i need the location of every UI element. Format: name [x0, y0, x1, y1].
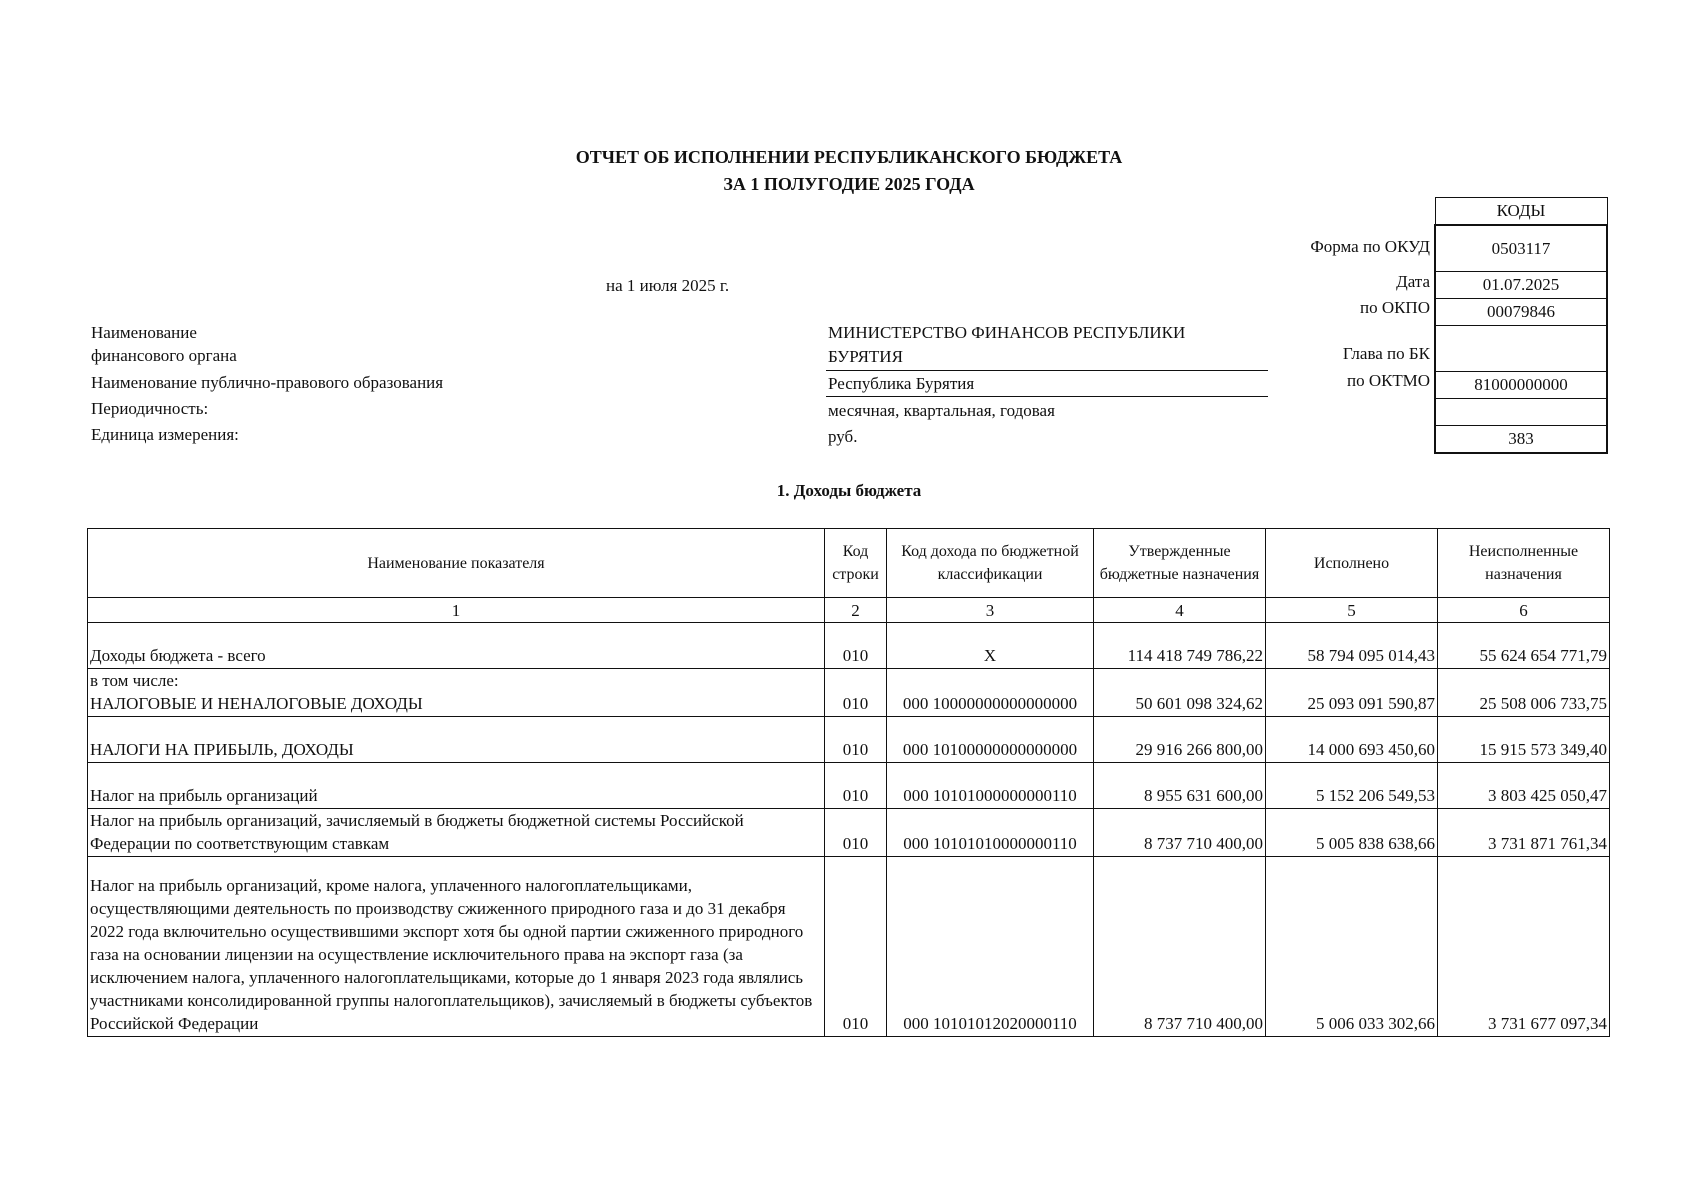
entity-label: Наименование публично-правового образования [91, 373, 444, 392]
row-income-code: 000 10101010000000110 [887, 809, 1094, 857]
col-number: 6 [1438, 598, 1610, 623]
row-income-code: 000 10101000000000110 [887, 763, 1094, 809]
header-name: Наименование показателя [88, 529, 825, 598]
row-line-code: 010 [825, 717, 887, 763]
entity-value: Республика Бурятия [828, 374, 975, 393]
org-value-line-2: БУРЯТИЯ [828, 347, 903, 366]
table-row [88, 763, 1610, 809]
row-line-code: 010 [825, 809, 887, 857]
row-unexecuted: 15 915 573 349,40 [1438, 717, 1610, 763]
unit-value: руб. [828, 427, 858, 446]
row-name: НАЛОГИ НА ПРИБЫЛЬ, ДОХОДЫ [88, 717, 825, 763]
row-name: Налог на прибыль организаций [88, 763, 825, 809]
row-unexecuted: 55 624 654 771,79 [1438, 623, 1610, 669]
oktmo-label: по ОКТМО [1346, 371, 1430, 390]
entity-underline [826, 396, 1268, 397]
row-executed: 5 005 838 638,66 [1266, 809, 1438, 857]
org-underline [826, 370, 1268, 371]
row-approved: 50 601 098 324,62 [1094, 669, 1266, 717]
period-value: месячная, квартальная, годовая [828, 401, 1055, 420]
report-title-line-2: ЗА 1 ПОЛУГОДИЕ 2025 ГОДА [723, 174, 975, 194]
row-line-code: 010 [825, 669, 887, 717]
row-name: Налог на прибыль организаций, зачисляемый в бюджеты бюджетной системы Российской Федерации по соответствующим ставкам [88, 809, 825, 857]
col-number: 1 [88, 598, 825, 623]
codes-box [1434, 197, 1608, 454]
report-date: на 1 июля 2025 г. [606, 276, 730, 295]
row-income-code: 000 10000000000000000 [887, 669, 1094, 717]
col-number: 3 [887, 598, 1094, 623]
header-unexecuted: Неисполненные назначения [1438, 529, 1610, 598]
row-income-code: 000 10101012020000110 [887, 857, 1094, 1037]
table-row [88, 669, 1610, 717]
period-code-value [1435, 399, 1607, 426]
row-executed: 5 006 033 302,66 [1266, 857, 1438, 1037]
org-label-line-2: финансового органа [91, 346, 237, 365]
table-row [88, 623, 1610, 669]
row-income-code: X [887, 623, 1094, 669]
unit-label: Единица измерения: [91, 425, 239, 444]
row-line-code: 010 [825, 857, 887, 1037]
row-unexecuted: 3 731 871 761,34 [1438, 809, 1610, 857]
row-approved: 8 737 710 400,00 [1094, 809, 1266, 857]
row-executed: 14 000 693 450,60 [1266, 717, 1438, 763]
row-unexecuted: 3 803 425 050,47 [1438, 763, 1610, 809]
col-number: 5 [1266, 598, 1438, 623]
row-income-code: 000 10100000000000000 [887, 717, 1094, 763]
row-executed: 5 152 206 549,53 [1266, 763, 1438, 809]
section-title: 1. Доходы бюджета [776, 481, 922, 500]
row-approved: 29 916 266 800,00 [1094, 717, 1266, 763]
table-row [88, 717, 1610, 763]
row-executed: 58 794 095 014,43 [1266, 623, 1438, 669]
header-income-code: Код дохода по бюджетной классификации [887, 529, 1094, 598]
glava-value [1435, 326, 1607, 372]
table-row [88, 857, 1610, 1037]
oktmo-value: 81000000000 [1435, 372, 1607, 399]
date-label: Дата [1396, 272, 1430, 291]
header-executed: Исполнено [1266, 529, 1438, 598]
period-label: Периодичность: [91, 399, 209, 418]
row-approved: 114 418 749 786,22 [1094, 623, 1266, 669]
unit-code-value: 383 [1435, 426, 1607, 454]
row-approved: 8 737 710 400,00 [1094, 857, 1266, 1037]
revenue-table [87, 528, 1609, 1037]
col-number: 4 [1094, 598, 1266, 623]
org-value-line-1: МИНИСТЕРСТВО ФИНАНСОВ РЕСПУБЛИКИ [828, 323, 1186, 342]
header-approved: Утвержденные бюджетные назначения [1094, 529, 1266, 598]
row-name: Доходы бюджета - всего [88, 623, 825, 669]
row-line-code: 010 [825, 623, 887, 669]
okpo-value: 00079846 [1435, 299, 1607, 326]
report-title-line-1: ОТЧЕТ ОБ ИСПОЛНЕНИИ РЕСПУБЛИКАНСКОГО БЮДЖЕТА [575, 147, 1123, 167]
okpo-label: по ОКПО [1359, 298, 1430, 317]
row-line-code: 010 [825, 763, 887, 809]
row-executed: 25 093 091 590,87 [1266, 669, 1438, 717]
row-name: Налог на прибыль организаций, кроме налога, уплаченного налогоплательщиками, осуществляющими деятельность по производству сжиженного природного газа и до 31 декабря 2022 года включительно осуществившими экспорт хотя бы одной партии сжиженного природного газа на основании лицензии на осуществление исключительного права на экспорт газа (за исключением налога, уплаченного налогоплательщиками, которые до 1 января 2023 года являлись участниками консолидированной группы налогоплательщиков), зачисляемый в бюджеты субъектов Российской Федерации [88, 857, 825, 1037]
okud-value: 0503117 [1435, 225, 1607, 272]
row-unexecuted: 25 508 006 733,75 [1438, 669, 1610, 717]
row-unexecuted: 3 731 677 097,34 [1438, 857, 1610, 1037]
org-label-line-1: Наименование [91, 323, 197, 342]
row-approved: 8 955 631 600,00 [1094, 763, 1266, 809]
row-name: НАЛОГОВЫЕ И НЕНАЛОГОВЫЕ ДОХОДЫ [90, 694, 423, 713]
row-name-cell [88, 669, 825, 717]
table-row [88, 809, 1610, 857]
okud-label: Форма по ОКУД [1310, 237, 1430, 256]
codes-header: КОДЫ [1435, 198, 1607, 226]
row-name-prefix: в том числе: [90, 671, 179, 690]
col-number: 2 [825, 598, 887, 623]
date-value: 01.07.2025 [1435, 272, 1607, 299]
header-line-code: Код строки [825, 529, 887, 598]
glava-label: Глава по БК [1342, 344, 1430, 363]
